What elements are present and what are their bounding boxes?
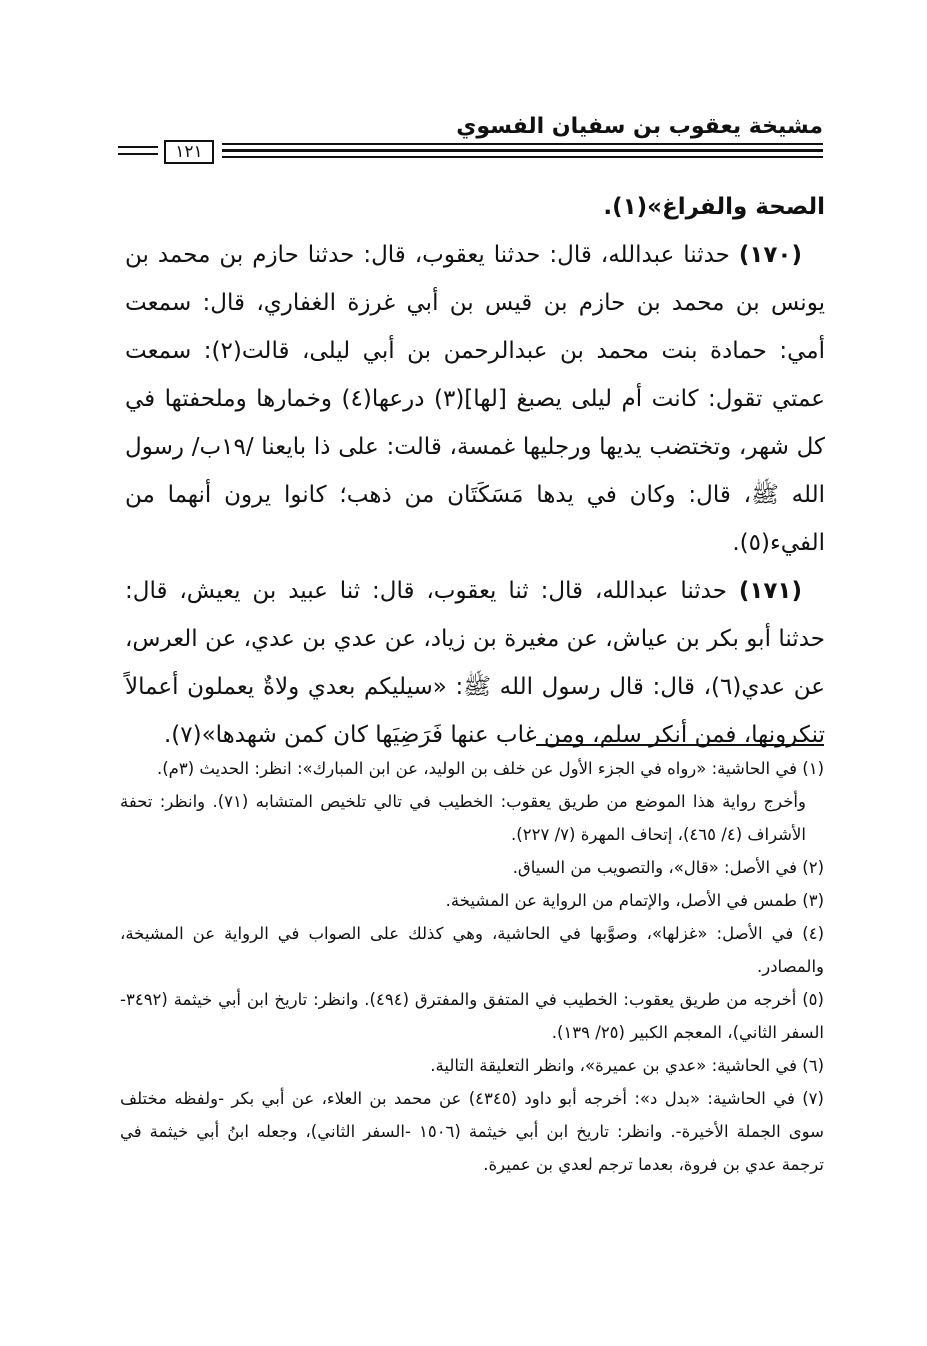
header-rule-right-mid <box>222 149 823 152</box>
hadith-number: (١٧٠) <box>738 242 802 268</box>
page-number: ١٢١ <box>164 140 214 164</box>
header-rule-right-top <box>222 143 823 145</box>
hadith-number: (١٧١) <box>738 578 802 604</box>
footnotes <box>120 752 824 1181</box>
paragraph-continuation <box>125 183 825 231</box>
header-rule-left-bottom <box>118 153 158 155</box>
header-rule-left-top <box>118 146 158 148</box>
footnote-4: (٤) في الأصل: «غزلها»، وصوَّبها في الحاشية، وهي كذلك على الصواب في الرواية عن المشيخة، والمصادر. <box>120 924 824 976</box>
hadith-text: حدثنا عبدالله، قال: ثنا يعقوب، قال: ثنا عبيد بن يعيش، قال: حدثنا أبو بكر بن عياش، عن مغيرة بن زياد، عن عدي بن عدي، عن العرس، عن عدي(٦)، قال: قال رسول الله ﷺ: «سيليكم بعدي ولاةٌ يعملون أعمالاً تنكرونها، فمن أنكر سلم، ومن غاب عنها فَرَضِيَها كان كمن شهدها»(٧). <box>125 578 825 748</box>
footnote-2: (٢) في الأصل: «قال»، والتصويب من السياق. <box>512 858 824 877</box>
header-rule-right-bottom <box>222 156 823 158</box>
footnote-1-continuation: وأخرج رواية هذا الموضع من طريق يعقوب: الخطيب في تالي تلخيص المتشابه (٧١). وانظر: تحفة الأشراف (٤/ ٤٦٥)، إتحاف المهرة (٧/ ٢٢٧). <box>120 792 806 844</box>
footnote-5: (٥) أخرجه من طريق يعقوب: الخطيب في المتفق والمفترق (٤٩٤). وانظر: تاريخ ابن أبي خيثمة (٣٤٩٢-السفر الثاني)، المعجم الكبير (٢٥/ ١٣٩). <box>120 990 824 1042</box>
footnote-6: (٦) في الحاشية: «عدي بن عميرة»، وانظر التعليقة التالية. <box>430 1056 824 1075</box>
hadith-170 <box>125 231 825 567</box>
continuation-text: الصحة والفراغ»(١). <box>603 194 825 220</box>
running-header <box>118 112 823 172</box>
hadith-171 <box>125 567 825 759</box>
footnote-1: (١) في الحاشية: «رواه في الجزء الأول عن خلف بن الوليد، عن ابن المبارك»: انظر: الحديث (٣م). <box>156 759 824 778</box>
book-title: مشيخة يعقوب بن سفيان الفسوي <box>456 114 823 139</box>
footnote-3: (٣) طمس في الأصل، والإتمام من الرواية عن المشيخة. <box>445 891 824 910</box>
main-text <box>125 183 825 759</box>
footnote-7: (٧) في الحاشية: «بدل د»: أخرجه أبو داود (٤٣٤٥) عن محمد بن العلاء، عن أبي بكر -ولفظه مختلف سوى الجملة الأخيرة-. وانظر: تاريخ ابن أبي خيثمة (١٥٠٦ -السفر الثاني)، وجعله ابنُ أبي خيثمة في ترجمة عدي بن فروة، بعدما ترجم لعدي بن عميرة. <box>120 1089 824 1174</box>
footnote-separator <box>536 744 824 746</box>
hadith-text: حدثنا عبدالله، قال: حدثنا يعقوب، قال: حدثنا حازم بن محمد بن يونس بن محمد بن حازم بن قيس بن أبي غرزة الغفاري، قال: سمعت أمي: حمادة بنت محمد بن عبدالرحمن بن أبي ليلى، قالت(٢): سمعت عمتي تقول: كانت أم ليلى يصبغ [لها](٣) درعها(٤) وخمارها وملحفتها في كل شهر، وتختضب يديها ورجليها غمسة، قالت: على ذا بايعنا /١٩ب/ رسول الله ﷺ، قال: وكان في يدها مَسَكَتَان من ذهب؛ كانوا يرون أنهما من الفيء(٥). <box>125 242 826 556</box>
